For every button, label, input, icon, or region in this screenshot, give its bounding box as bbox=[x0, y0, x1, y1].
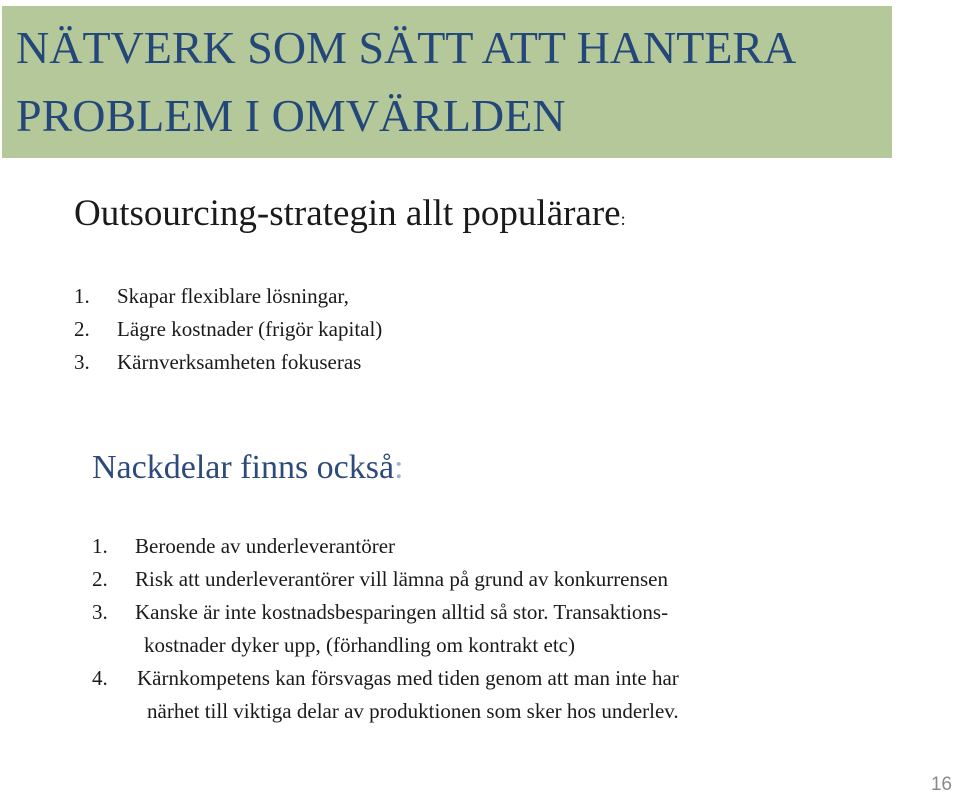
item-number: 1. bbox=[74, 284, 90, 308]
slide-title-line-2: PROBLEM I OMVÄRLDEN bbox=[16, 90, 566, 141]
section-heading-colon: : bbox=[620, 209, 626, 229]
list-item bbox=[74, 314, 382, 347]
list-item bbox=[92, 596, 679, 662]
item-text: Kanske är inte kostnadsbesparingen alltid så stor. Transaktions- bbox=[135, 600, 669, 624]
item-number: 1. bbox=[92, 534, 108, 558]
item-number: 3. bbox=[74, 350, 90, 374]
section-heading-colon: : bbox=[394, 449, 404, 486]
item-number: 2. bbox=[74, 317, 90, 341]
item-text: Beroende av underleverantörer bbox=[135, 534, 396, 558]
advantages-list bbox=[74, 281, 382, 380]
section-heading-outsourcing bbox=[74, 192, 626, 241]
list-item bbox=[74, 281, 382, 314]
item-text: Lägre kostnader (frigör kapital) bbox=[117, 317, 383, 341]
item-number: 2. bbox=[92, 567, 108, 591]
section-heading-text: Nackdelar finns också bbox=[92, 449, 395, 486]
item-continuation: kostnader dyker upp, (förhandling om kontrakt etc) bbox=[144, 633, 575, 657]
item-text: Kärnverksamheten fokuseras bbox=[117, 350, 362, 374]
slide-title-line-1: NÄTVERK SOM SÄTT ATT HANTERA bbox=[16, 22, 797, 73]
list-item bbox=[92, 563, 679, 596]
section-heading-text: Outsourcing-strategin allt populärare bbox=[74, 193, 621, 234]
page-number: 16 bbox=[930, 774, 952, 795]
item-text: Risk att underleverantörer vill lämna på grund av konkurrensen bbox=[135, 567, 668, 591]
item-number: 3. bbox=[92, 600, 108, 624]
item-continuation: närhet till viktiga delar av produktionen som sker hos underlev. bbox=[147, 699, 679, 723]
title-banner bbox=[2, 6, 892, 158]
section-heading-disadvantages bbox=[92, 447, 404, 489]
disadvantages-list bbox=[92, 530, 679, 728]
item-text: Skapar flexiblare lösningar, bbox=[117, 284, 349, 308]
item-text: Kärnkompetens kan försvagas med tiden genom att man inte har bbox=[137, 666, 679, 690]
list-item bbox=[92, 530, 679, 563]
list-item bbox=[92, 662, 679, 728]
list-item bbox=[74, 347, 382, 380]
item-number: 4. bbox=[92, 666, 108, 690]
